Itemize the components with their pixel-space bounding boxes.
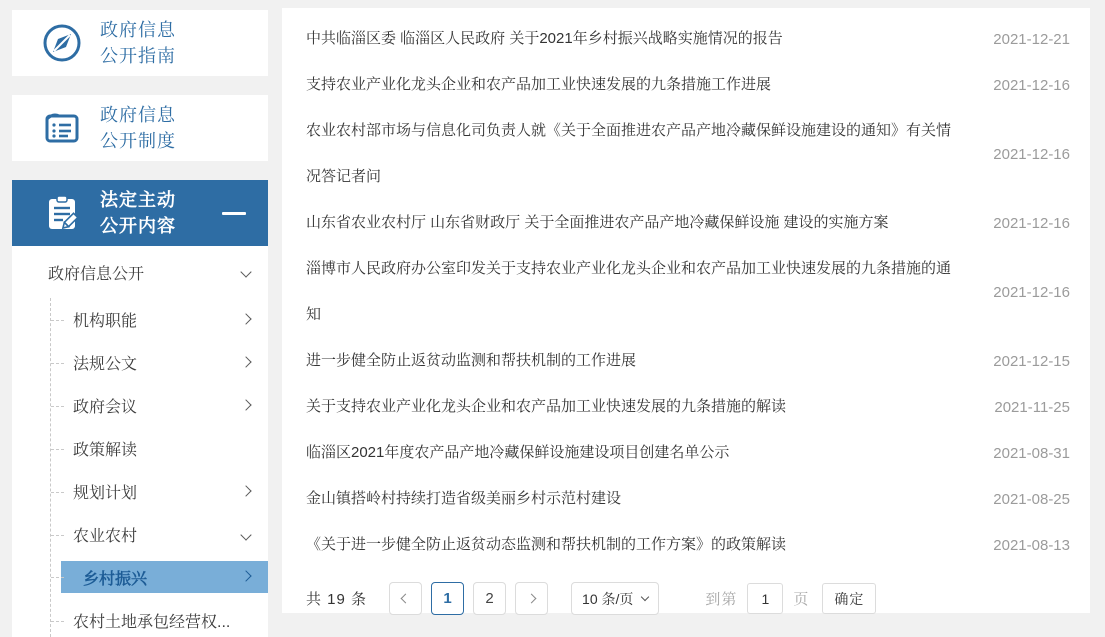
list-item — [296, 384, 1070, 430]
goto-suffix-label: 页 — [793, 591, 809, 608]
article-title-link[interactable]: 《关于进一步健全防止返贫动态监测和帮扶机制的工作方案》的政策解读 — [306, 536, 787, 553]
total-count-label: 共 19 条 — [306, 591, 368, 608]
chevron-right-icon — [527, 594, 537, 604]
card-legal-disclosure[interactable] — [12, 180, 268, 246]
card-label-line2: 公开内容 — [100, 216, 176, 236]
page-size-label: 10 条/页 — [582, 590, 634, 607]
list-item — [296, 522, 1070, 568]
menu-item-label: 政策解读 — [73, 442, 138, 459]
sidebar-item-policy-interpretation[interactable] — [51, 427, 268, 470]
menu-item-label: 规划计划 — [73, 485, 138, 502]
menu-item-label: 农村土地承包经营权... — [73, 614, 231, 631]
sidebar-item-rural-revitalization[interactable] — [61, 561, 268, 593]
page-button-1[interactable]: 1 — [431, 582, 464, 615]
menu-root-label: 政府信息公开 — [48, 265, 145, 283]
article-title-link[interactable]: 临淄区2021年度农产品产地冷藏保鲜设施建设项目创建名单公示 — [306, 444, 730, 461]
article-title-link[interactable]: 山东省农业农村厅 山东省财政厅 关于全面推进农产品产地冷藏保鲜设施 建设的实施方案 — [306, 214, 889, 231]
article-title-link[interactable]: 中共临淄区委 临淄区人民政府 关于2021年乡村振兴战略实施情况的报告 — [306, 30, 783, 47]
goto-confirm-button[interactable]: 确定 — [822, 583, 876, 614]
card-label-line1: 政府信息 — [100, 20, 176, 40]
chevron-down-icon — [240, 266, 251, 277]
page-size-select[interactable] — [571, 582, 659, 615]
card-label — [100, 17, 176, 69]
article-title-link[interactable]: 支持农业产业化龙头企业和农产品加工业快速发展的九条措施工作进展 — [306, 76, 772, 93]
sidebar — [12, 10, 268, 637]
chevron-right-icon — [240, 313, 251, 324]
sidebar-item-agriculture-rural[interactable] — [51, 513, 268, 556]
article-date: 2021-12-16 — [993, 76, 1070, 94]
article-date: 2021-08-13 — [993, 536, 1070, 554]
chevron-right-icon — [240, 570, 251, 581]
list-item — [296, 108, 1070, 200]
card-label-line2: 公开指南 — [100, 46, 176, 66]
goto-page-input[interactable] — [747, 583, 783, 614]
chevron-right-icon — [240, 356, 251, 367]
chevron-down-icon — [641, 593, 649, 601]
collapse-minus-icon[interactable] — [222, 212, 246, 215]
sidebar-item-rural-land-contract[interactable] — [51, 599, 268, 637]
menu-item-label: 政府会议 — [73, 399, 138, 416]
menu-item-label: 乡村振兴 — [83, 570, 148, 588]
notebook-icon — [38, 104, 86, 152]
list-item — [296, 430, 1070, 476]
article-date: 2021-08-31 — [993, 444, 1070, 462]
list-item — [296, 338, 1070, 384]
chevron-down-icon — [240, 529, 251, 540]
card-label-line1: 政府信息 — [100, 105, 176, 125]
chevron-right-icon — [240, 485, 251, 496]
compass-icon — [38, 19, 86, 67]
sidebar-item-gov-meetings[interactable] — [51, 384, 268, 427]
list-item — [296, 200, 1070, 246]
page-button-2[interactable]: 2 — [473, 582, 506, 615]
article-list-panel — [282, 8, 1090, 613]
article-title-link[interactable]: 关于支持农业产业化龙头企业和农产品加工业快速发展的九条措施的解读 — [306, 398, 787, 415]
card-gov-info-guide[interactable] — [12, 10, 268, 76]
sidebar-menu — [12, 246, 268, 637]
clipboard-pencil-icon — [38, 189, 86, 237]
card-label-line1: 法定主动 — [100, 190, 176, 210]
list-item — [296, 62, 1070, 108]
article-date: 2021-08-25 — [993, 490, 1070, 508]
list-item — [296, 16, 1070, 62]
card-label-line2: 公开制度 — [100, 131, 176, 151]
list-item — [296, 246, 1070, 338]
menu-item-label: 机构职能 — [73, 313, 138, 330]
sidebar-item-org-functions[interactable] — [51, 298, 268, 341]
article-date: 2021-12-16 — [993, 214, 1070, 232]
article-date: 2021-12-16 — [993, 145, 1070, 163]
chevron-left-icon — [401, 594, 411, 604]
card-label — [100, 187, 176, 239]
article-date: 2021-12-21 — [993, 30, 1070, 48]
article-title-link[interactable]: 金山镇搭岭村持续打造省级美丽乡村示范村建设 — [306, 490, 622, 507]
chevron-right-icon — [240, 399, 251, 410]
article-date: 2021-12-16 — [993, 283, 1070, 301]
list-item — [296, 476, 1070, 522]
next-page-button[interactable] — [515, 582, 548, 615]
sidebar-tree — [50, 298, 268, 637]
article-date: 2021-12-15 — [993, 352, 1070, 370]
article-title-link[interactable]: 农业农村部市场与信息化司负责人就《关于全面推进农产品产地冷藏保鲜设施建设的通知》有关情况答记者问 — [306, 122, 952, 185]
menu-item-label: 法规公文 — [73, 356, 138, 373]
menu-item-label: 农业农村 — [73, 528, 138, 545]
goto-prefix-label: 到第 — [705, 591, 738, 608]
sidebar-item-gov-info-disclosure[interactable] — [12, 246, 268, 298]
card-gov-info-system[interactable] — [12, 95, 268, 161]
pagination — [296, 582, 1070, 615]
card-label — [100, 102, 176, 154]
prev-page-button[interactable] — [389, 582, 422, 615]
article-title-link[interactable]: 进一步健全防止返贫动监测和帮扶机制的工作进展 — [306, 352, 637, 369]
article-title-link[interactable]: 淄博市人民政府办公室印发关于支持农业产业化龙头企业和农产品加工业快速发展的九条措施的通知 — [306, 260, 952, 323]
sidebar-item-planning[interactable] — [51, 470, 268, 513]
sidebar-item-regulations[interactable] — [51, 341, 268, 384]
article-date: 2021-11-25 — [994, 398, 1070, 416]
